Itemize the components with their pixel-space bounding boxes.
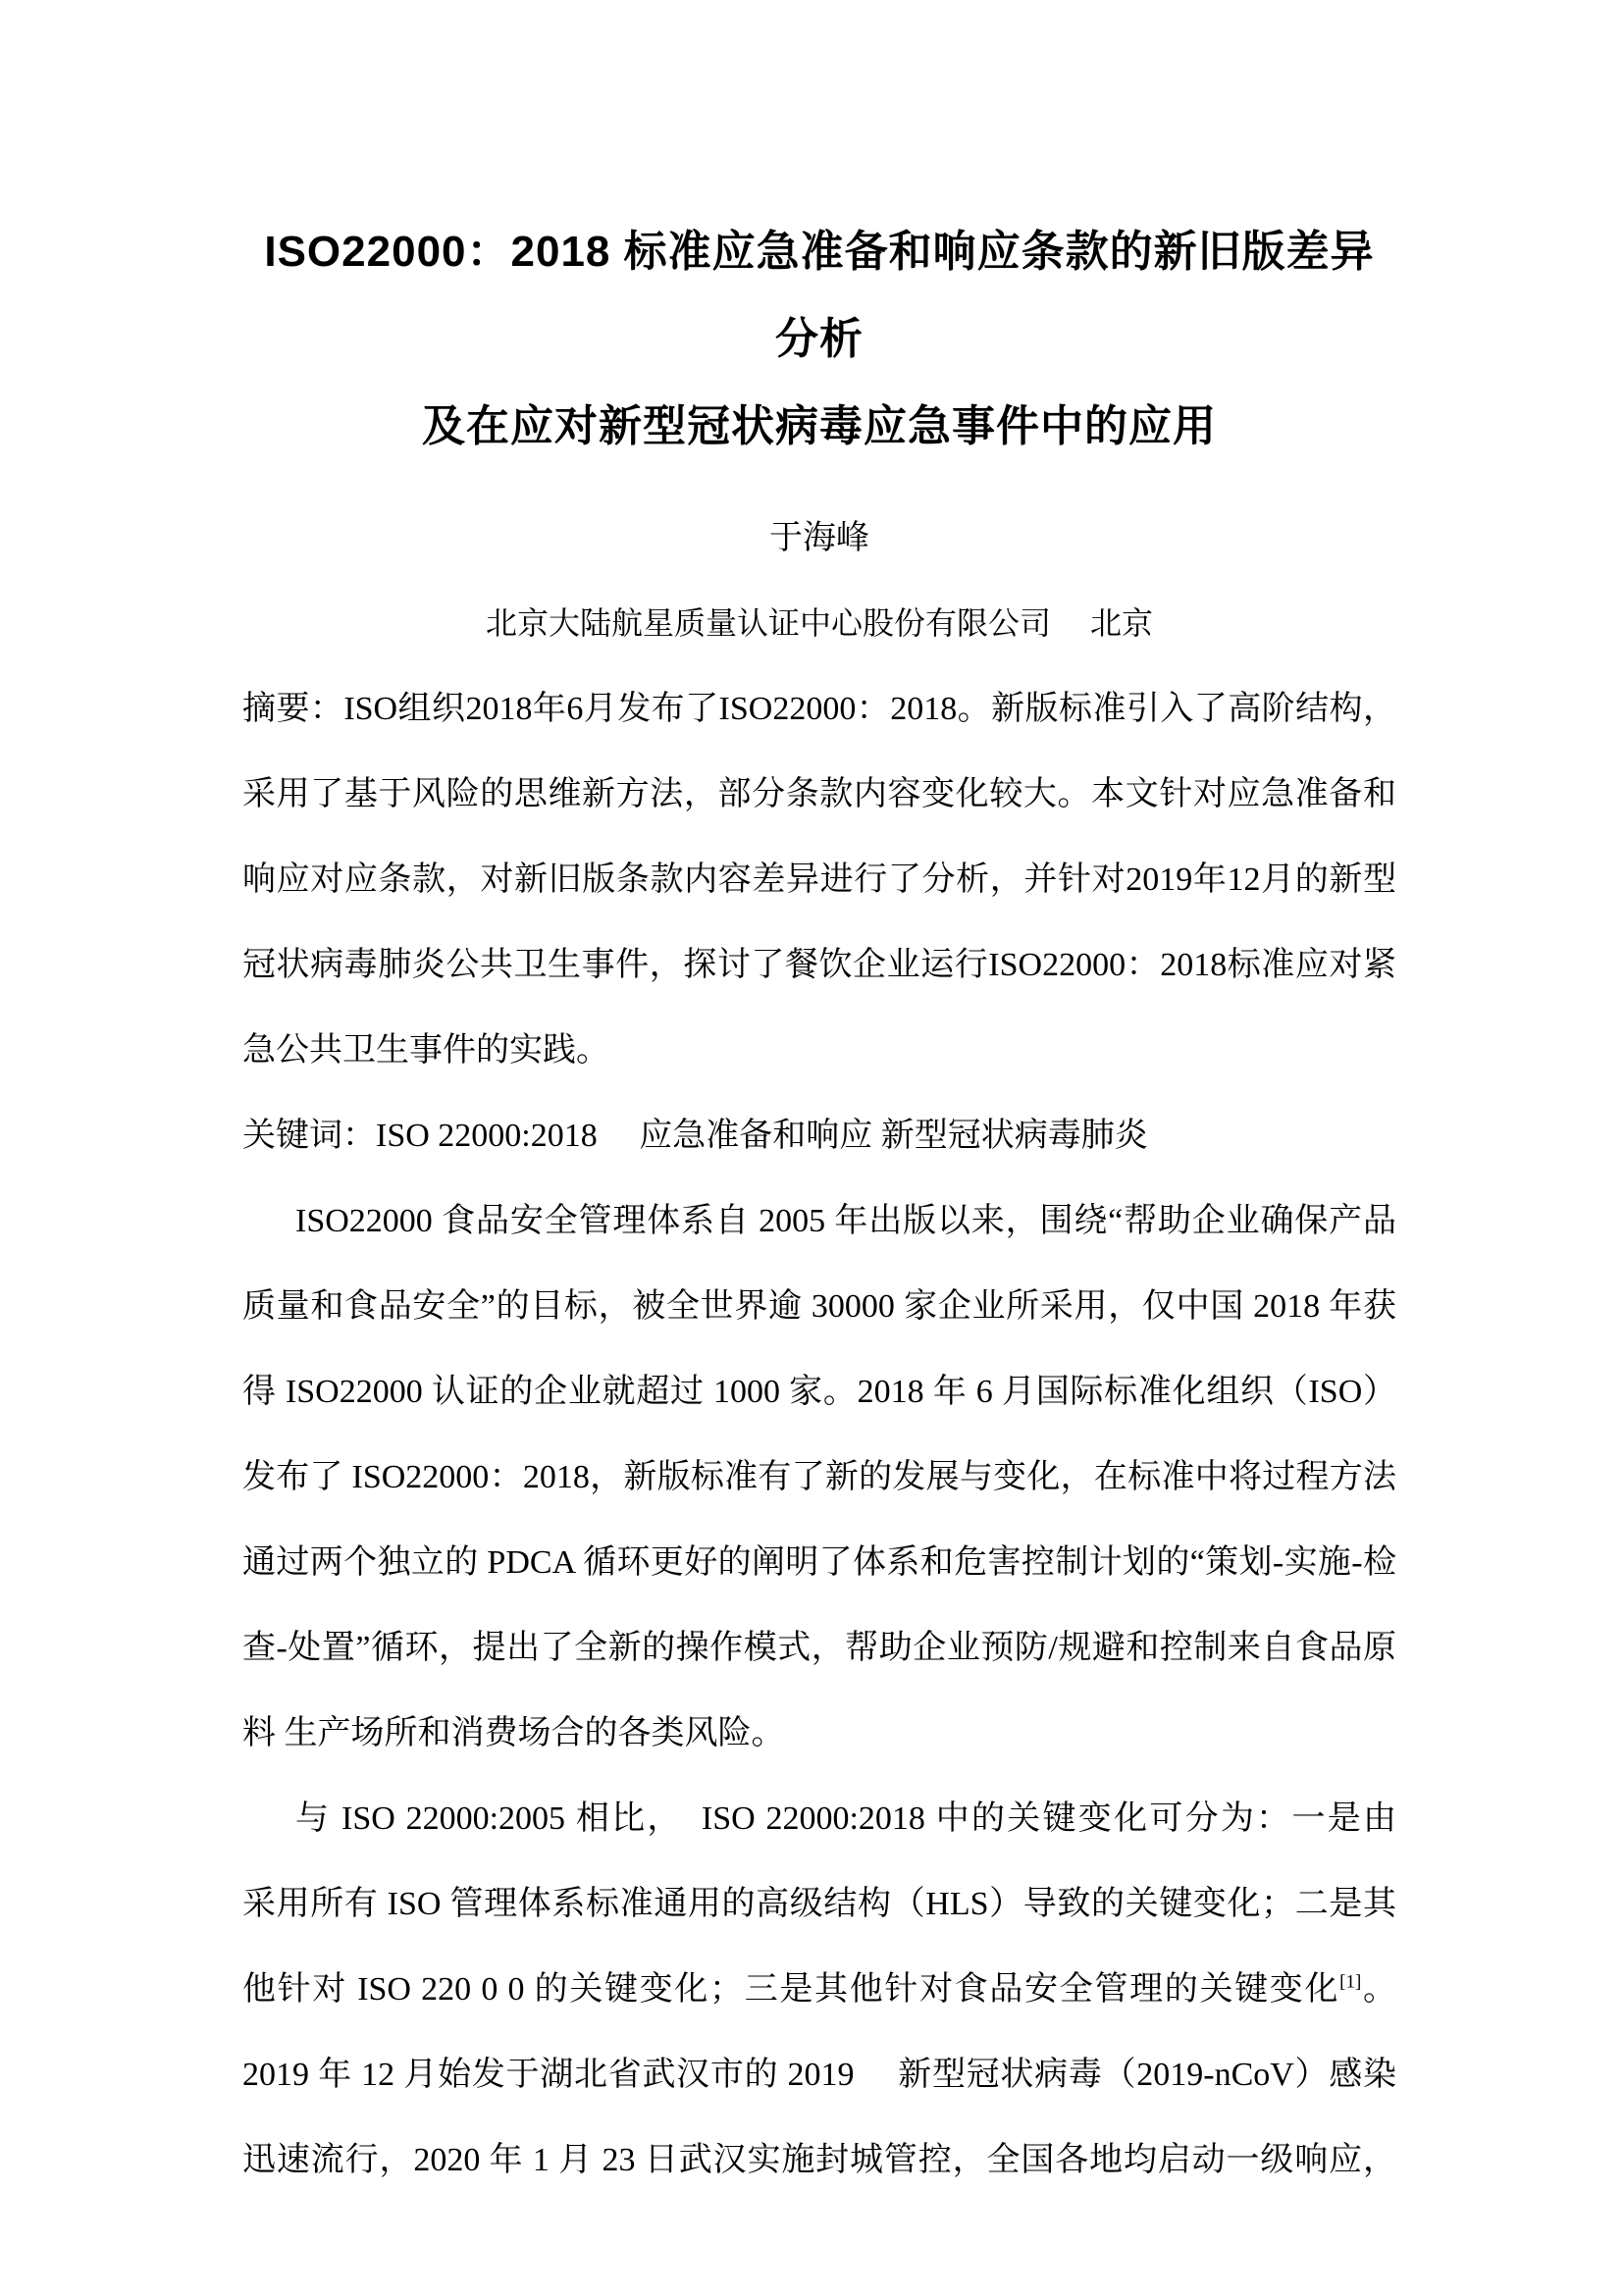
paragraph-line: 通过两个独立的 PDCA 循环更好的阐明了体系和危害控制计划的“策划-实施-检	[242, 1544, 1396, 1581]
abstract-line: 急公共卫生事件的实践。	[242, 1032, 609, 1069]
paragraph-line: ISO22000 食品安全管理体系自 2005 年出版以来，围绕“帮助企业确保产品	[295, 1203, 1396, 1239]
paragraph-line: 查-处置”循环，提出了全新的操作模式，帮助企业预防/规避和控制来自食品原	[242, 1630, 1396, 1666]
abstract-line: 摘要：ISO组织2018年6月发布了ISO22000：2018。新版标准引入了高阶结构，	[242, 691, 1396, 727]
paragraph-line: 采用所有 ISO 管理体系标准通用的高级结构（HLS）导致的关键变化；二是其	[242, 1886, 1396, 1922]
author-affiliation: 北京大陆航星质量认证中心股份有限公司 北京	[485, 605, 1153, 641]
title-line-1: ISO22000：2018 标准应急准备和响应条款的新旧版差异分析	[264, 228, 1375, 363]
paragraph-line: 迅速流行，2020 年 1 月 23 日武汉实施封城管控，全国各地均启动一级响应，	[242, 2142, 1396, 2178]
citation-superscript: [1]	[1339, 1971, 1362, 1993]
abstract-section	[242, 666, 1396, 1093]
keywords-line: 关键词：ISO 22000:2018 应急准备和响应 新型冠状病毒肺炎	[242, 1118, 1148, 1154]
paragraph-line: 得 ISO22000 认证的企业就超过 1000 家。2018 年 6 月国际标准化组织（ISO）	[242, 1374, 1396, 1410]
paragraph-line: 质量和食品安全”的目标，被全世界逾 30000 家企业所采用，仅中国 2018 年获	[242, 1288, 1396, 1325]
abstract-line: 采用了基于风险的思维新方法，部分条款内容变化较大。本文针对应急准备和	[242, 776, 1396, 812]
paragraph-line: 发布了 ISO22000：2018，新版标准有了新的发展与变化，在标准中将过程方法	[242, 1459, 1396, 1495]
abstract-line: 冠状病毒肺炎公共卫生事件，探讨了餐饮企业运行ISO22000：2018标准应对紧	[242, 947, 1396, 983]
author-name: 于海峰	[769, 520, 869, 556]
paragraph-line	[242, 1947, 1396, 2032]
paragraph-line: 料 生产场所和消费场合的各类风险。	[242, 1715, 785, 1751]
document-title	[242, 208, 1396, 470]
document-content	[0, 208, 1624, 2203]
paragraph-line: 2019 年 12 月始发于湖北省武汉市的 2019 新型冠状病毒（2019-nCoV）感染	[242, 2057, 1396, 2093]
paragraph-text: 他针对 ISO 220 0 0 的关键变化；三是其他针对食品安全管理的关键变化	[242, 1971, 1340, 2008]
body-paragraph-2	[242, 1776, 1396, 2203]
title-line-2: 及在应对新型冠状病毒应急事件中的应用	[422, 402, 1217, 450]
paragraph-text: 。	[1361, 1971, 1397, 2008]
body-paragraph-1	[242, 1178, 1396, 1776]
paragraph-line: 与 ISO 22000:2005 相比， ISO 22000:2018 中的关键变化可分为：一是由	[295, 1800, 1396, 1837]
abstract-line: 响应对应条款，对新旧版条款内容差异进行了分析，并针对2019年12月的新型	[242, 861, 1396, 898]
